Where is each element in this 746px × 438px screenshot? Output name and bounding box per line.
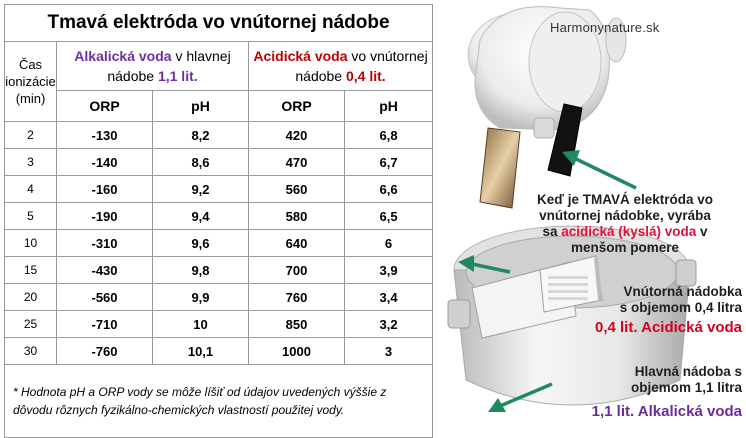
- cell-alk-ph: 9,9: [153, 284, 249, 311]
- cell-time: 4: [5, 176, 57, 203]
- caption-main-line1: Hlavná nádoba s: [634, 364, 742, 379]
- caption-inner-cup: [552, 284, 742, 336]
- cell-time: 10: [5, 230, 57, 257]
- caption-electrode-line3: [508, 224, 742, 240]
- cell-time: 2: [5, 122, 57, 149]
- arrow-electrode: [562, 150, 636, 188]
- cell-alk-ph: 10: [153, 311, 249, 338]
- cell-alk-orp: -560: [57, 284, 153, 311]
- cell-alk-ph: 8,6: [153, 149, 249, 176]
- cell-alk-ph: 9,6: [153, 230, 249, 257]
- caption-inner-line1: Vnútorná nádobka: [623, 284, 742, 299]
- cell-alk-orp: -310: [57, 230, 153, 257]
- cell-acid-ph: 3,9: [345, 257, 433, 284]
- cell-alk-orp: -710: [57, 311, 153, 338]
- sub-header-alk-orp: ORP: [57, 91, 153, 122]
- acidic-volume: 0,4 lit.: [345, 68, 386, 84]
- alkaline-volume: 1,1 lit.: [157, 68, 198, 84]
- table-row: [5, 284, 433, 311]
- cell-acid-ph: 6,7: [345, 149, 433, 176]
- cell-time: 30: [5, 338, 57, 365]
- caption-inner-line2: s objemom 0,4 litra: [619, 300, 742, 315]
- cell-alk-orp: -130: [57, 122, 153, 149]
- cell-time: 5: [5, 203, 57, 230]
- caption-electrode-pre: sa: [542, 224, 562, 239]
- sub-header-alk-ph: pH: [153, 91, 249, 122]
- acidic-name: Acidická voda: [253, 48, 348, 64]
- caption-main-container: [552, 364, 742, 420]
- cell-alk-ph: 9,4: [153, 203, 249, 230]
- cell-acid-ph: 3,4: [345, 284, 433, 311]
- ionization-table: [4, 4, 433, 438]
- caption-electrode-post: v: [696, 224, 708, 239]
- alkaline-text1: v hlavnej: [171, 48, 231, 64]
- alkaline-name: Alkalická voda: [74, 48, 172, 64]
- cell-acid-orp: 700: [249, 257, 345, 284]
- cell-alk-ph: 8,2: [153, 122, 249, 149]
- cell-acid-orp: 580: [249, 203, 345, 230]
- acidic-header: [249, 42, 433, 91]
- sub-header-acid-orp: ORP: [249, 91, 345, 122]
- cell-alk-ph: 9,2: [153, 176, 249, 203]
- caption-electrode-line2: vnútornej nádobke, vyrába: [539, 208, 711, 223]
- cell-time: 15: [5, 257, 57, 284]
- cell-alk-orp: -760: [57, 338, 153, 365]
- cell-time: 25: [5, 311, 57, 338]
- table-row: [5, 311, 433, 338]
- cell-acid-ph: 6,6: [345, 176, 433, 203]
- caption-electrode-highlight: acidická (kyslá) voda: [561, 224, 697, 239]
- cell-acid-ph: 3: [345, 338, 433, 365]
- cell-alk-orp: -430: [57, 257, 153, 284]
- caption-electrode: [508, 192, 742, 256]
- table-row: [5, 338, 433, 365]
- cell-acid-orp: 760: [249, 284, 345, 311]
- table-row: [5, 230, 433, 257]
- cell-time: 3: [5, 149, 57, 176]
- brand-watermark: Harmonynature.sk: [550, 20, 660, 35]
- cell-acid-orp: 560: [249, 176, 345, 203]
- time-header-line2: ionizácie: [5, 74, 56, 89]
- alkaline-header: [57, 42, 249, 91]
- cell-acid-orp: 1000: [249, 338, 345, 365]
- caption-main-line3: 1,1 lit. Alkalická voda: [591, 403, 742, 420]
- time-header-line1: Čas: [18, 57, 43, 72]
- cell-alk-ph: 10,1: [153, 338, 249, 365]
- cell-alk-ph: 9,8: [153, 257, 249, 284]
- table-row: [5, 122, 433, 149]
- caption-inner-line3: 0,4 lit. Acidická voda: [594, 319, 742, 336]
- cell-alk-orp: -160: [57, 176, 153, 203]
- table-row: [5, 203, 433, 230]
- cell-acid-orp: 640: [249, 230, 345, 257]
- caption-electrode-line4: menšom pomere: [570, 240, 680, 255]
- acidic-text1: vo vnútornej: [347, 48, 428, 64]
- table-row: [5, 176, 433, 203]
- caption-electrode-line1: Keď je TMAVÁ elektróda vo: [537, 192, 713, 207]
- cell-acid-orp: 470: [249, 149, 345, 176]
- cell-alk-orp: -140: [57, 149, 153, 176]
- table-title: Tmavá elektróda vo vnútornej nádobe: [5, 5, 433, 42]
- footnote: * Hodnota pH a ORP vody se môže líšiť od údajov uvedených výššie z dôvodu rôznych fyzikálno-chemických vlastností použitej vody.: [5, 365, 433, 438]
- cell-acid-ph: 6,5: [345, 203, 433, 230]
- cell-acid-ph: 6,8: [345, 122, 433, 149]
- cell-acid-ph: 3,2: [345, 311, 433, 338]
- cell-acid-ph: 6: [345, 230, 433, 257]
- caption-main-line2: objemom 1,1 litra: [630, 380, 742, 395]
- table-row: [5, 257, 433, 284]
- sub-header-acid-ph: pH: [345, 91, 433, 122]
- cell-alk-orp: -190: [57, 203, 153, 230]
- cell-acid-orp: 850: [249, 311, 345, 338]
- time-header-line3: (min): [15, 91, 46, 106]
- cell-acid-orp: 420: [249, 122, 345, 149]
- acidic-text2: nádobe: [295, 68, 346, 84]
- table-row: [5, 149, 433, 176]
- cell-time: 20: [5, 284, 57, 311]
- time-header: [5, 42, 57, 122]
- alkaline-text2: nádobe: [107, 68, 158, 84]
